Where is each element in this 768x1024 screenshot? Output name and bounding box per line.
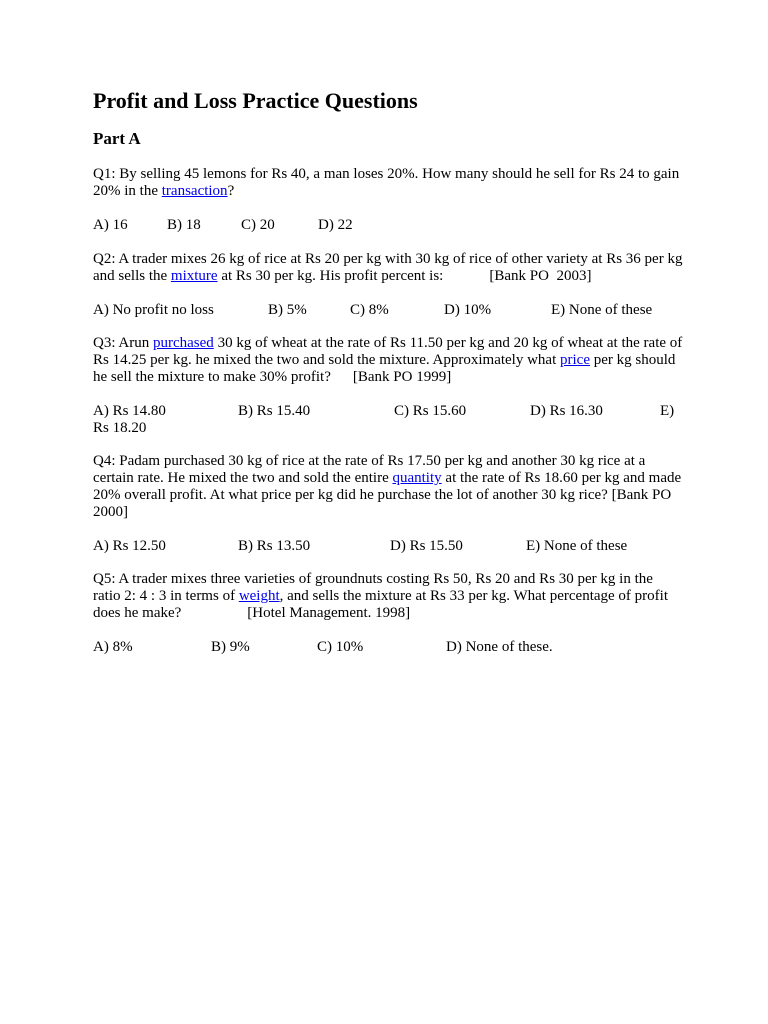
option-c: C) Rs 15.60 — [394, 403, 467, 419]
option-e: E) None of these — [551, 302, 653, 318]
question-2-source: [Bank PO 2003] — [489, 268, 592, 284]
option-e: E) — [660, 403, 675, 419]
option-a: A) Rs 14.80 — [93, 403, 166, 419]
option-d: D) 22 — [318, 217, 353, 233]
section-heading: Part A — [93, 129, 141, 148]
option-c: C) 20 — [241, 217, 275, 233]
link-purchased[interactable]: purchased — [153, 335, 214, 351]
link-weight[interactable]: weight — [238, 588, 280, 604]
question-5-text: Q5: A trader mixes three varieties of groundnuts costing Rs 50, Rs 20 and Rs 30 per kg in the ratio 2: 4 : 3 in terms of — [93, 571, 653, 604]
page-title: Profit and Loss Practice Questions — [93, 88, 418, 113]
option-a: A) Rs 12.50 — [93, 538, 166, 554]
option-a: A) 8% — [93, 639, 133, 655]
question-3-text-end: per kg should he sell the mixture to make 30% profit? — [93, 352, 676, 385]
option-b: B) Rs 13.50 — [238, 538, 311, 554]
option-b: B) 9% — [211, 639, 250, 655]
option-d: D) Rs 16.30 — [530, 403, 603, 419]
question-5-source: [Hotel Management. 1998] — [247, 605, 411, 621]
option-d: D) 10% — [444, 302, 492, 318]
option-c: C) 8% — [350, 302, 389, 318]
question-4-text-end: at the rate of Rs 18.60 per kg and made 20% overall profit. At what price per kg did he purchase the lot of another 30 kg rice? [Bank PO 2000] — [93, 470, 682, 520]
option-d: D) Rs 15.50 — [390, 538, 463, 554]
option-b: B) 5% — [268, 302, 307, 318]
question-3-text-middle: 30 kg of wheat at the rate of Rs 11.50 per kg and 20 kg of wheat at the rate of Rs 14.25 per kg. he mixed the two and sold the mixture. Approximately what — [93, 335, 683, 368]
question-3-text: Q3: Arun — [93, 335, 153, 351]
link-price[interactable]: price — [560, 352, 590, 368]
option-c: C) 10% — [317, 639, 364, 655]
question-3-source: [Bank PO 1999] — [352, 369, 452, 385]
question-2-text: Q2: A trader mixes 26 kg of rice at Rs 20 per kg with 30 kg of rice of other variety at Rs 36 per kg and sells the — [93, 251, 683, 284]
question-1-options — [93, 217, 683, 234]
option-e: E) None of these — [526, 538, 628, 554]
question-2-options — [93, 302, 683, 319]
question-3-options-wrap — [93, 420, 683, 437]
question-4 — [93, 453, 683, 521]
question-4-options — [93, 538, 683, 555]
link-quantity[interactable]: quantity — [392, 470, 442, 486]
option-e-value: Rs 18.20 — [93, 420, 147, 436]
link-mixture[interactable]: mixture — [170, 268, 218, 284]
question-1-text-end: ? — [227, 183, 235, 199]
question-1-text: Q1: By selling 45 lemons for Rs 40, a man loses 20%. How many should he sell for Rs 24 to gain 20% in the — [93, 166, 680, 199]
question-3-options — [93, 403, 683, 420]
question-4-text: Q4: Padam purchased 30 kg of rice at the rate of Rs 17.50 per kg and another 30 kg rice at a certain rate. He mixed the two and sold the entire — [93, 453, 646, 486]
option-b: B) 18 — [167, 217, 201, 233]
option-a: A) 16 — [93, 217, 128, 233]
question-1 — [93, 166, 683, 200]
question-2 — [93, 251, 683, 285]
question-5-options — [93, 639, 683, 656]
question-2-text-end: at Rs 30 per kg. His profit percent is: — [217, 268, 444, 284]
option-b: B) Rs 15.40 — [238, 403, 311, 419]
question-3 — [93, 335, 683, 386]
option-d: D) None of these. — [446, 639, 553, 655]
question-5 — [93, 571, 683, 622]
question-5-text-end: , and sells the mixture at Rs 33 per kg. What percentage of profit does he make? — [93, 588, 668, 621]
option-a: A) No profit no loss — [93, 302, 214, 318]
link-transaction[interactable]: transaction — [161, 183, 228, 199]
